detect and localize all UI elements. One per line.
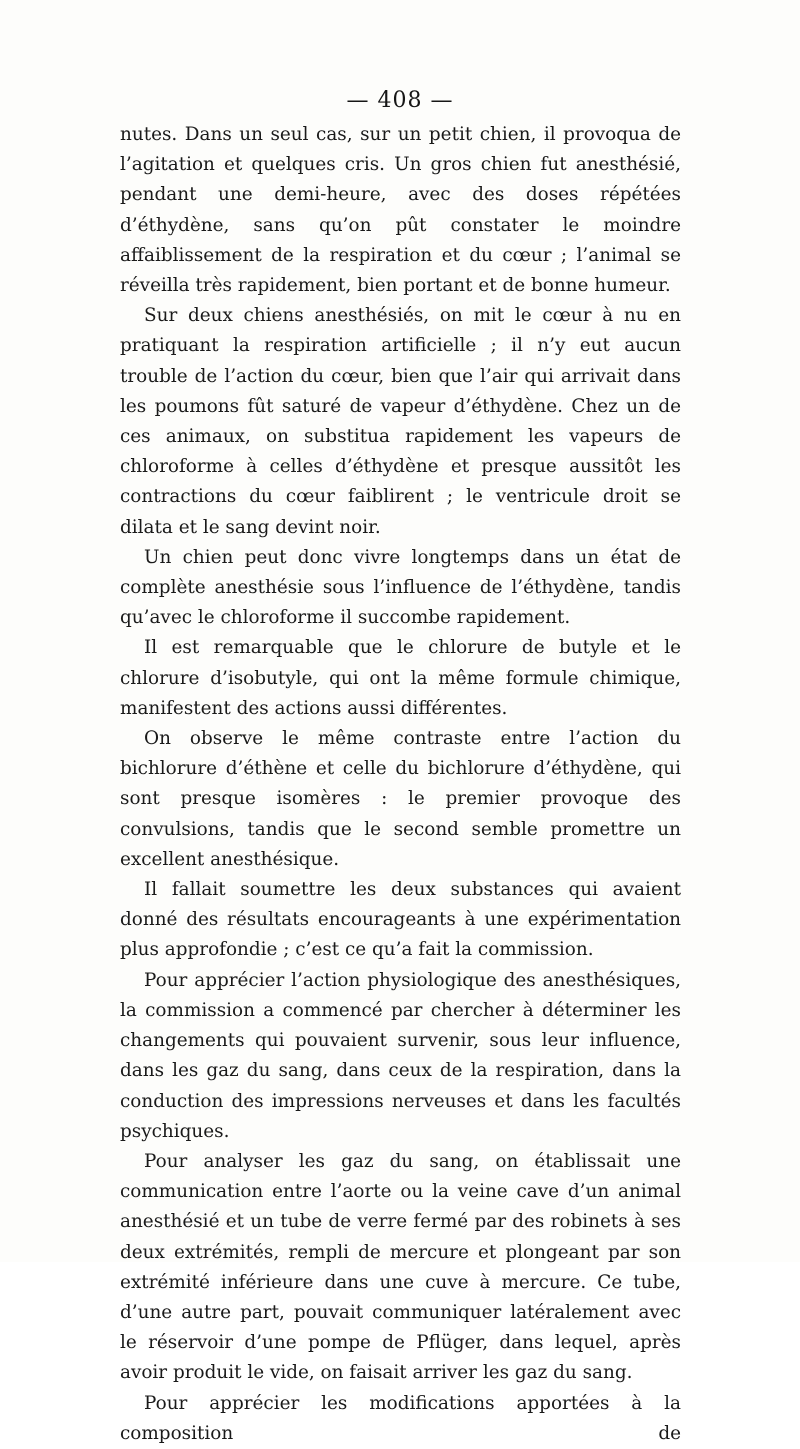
paragraph: nutes. Dans un seul cas, sur un petit chien, il provoqua de l’agitation et quelques cris. Un gros chien fut anesthésié, pendant une demi-heure, avec des doses répétées d’éthydène, sans qu’on pût constater le moindre affaiblissement de la respiration et du cœur ; l’animal se réveilla très rapidement, bien portant et de bonne humeur. (120, 124, 681, 297)
paragraph: On observe le même contraste entre l’action du bichlorure d’éthène et celle du bichlorure d’éthydène, qui sont presque isomères : le premier provoque des convulsions, tandis que le second semble promettre un excellent anesthésique. (120, 728, 681, 870)
paragraph: Pour apprécier les modifications apportées à la composition de (120, 1392, 681, 1444)
paragraph: Un chien peut donc vivre longtemps dans un état de complète anesthésie sous l’influence de l’éthydène, tandis qu’avec le chloroforme il succombe rapidement. (120, 546, 681, 629)
paragraph: Il est remarquable que le chlorure de butyle et le chlorure d’isobutyle, qui ont la même formule chimique, manifestent des actions aussi différentes. (120, 637, 681, 719)
paragraph: Il fallait soumettre les deux substances qui avaient donné des résultats encourageants à une expérimentation plus approfondie ; c’est ce qu’a fait la commission. (120, 879, 681, 961)
body-text (120, 120, 681, 1449)
paragraph: Sur deux chiens anesthésiés, on mit le cœur à nu en pratiquant la respiration artificielle ; il n’y eut aucun trouble de l’action du cœur, bien que l’air qui arrivait dans les poumons fût saturé de vapeur d’éthydène. Chez un de ces animaux, on substitua rapidement les vapeurs de chloroforme à celles d’éthydène et presque aussitôt les contractions du cœur faiblirent ; le ventricule droit se dilata et le sang devint noir. (120, 305, 681, 538)
paragraph: Pour apprécier l’action physiologique des anesthésiques, la commission a commencé par chercher à déterminer les changements qui pouvaient survenir, sous leur influence, dans les gaz du sang, dans ceux de la respiration, dans la conduction des impressions nerveuses et dans les facultés psychiques. (120, 969, 681, 1142)
paragraph: Pour analyser les gaz du sang, on établissait une communication entre l’aorte ou la veine cave d’un animal anesthésié et un tube de verre fermé par des robinets à ses deux extrémités, rempli de mercure et plongeant par son extrémité inférieure dans une cuve à mercure. Ce tube, d’une autre part, pouvait communiquer latéralement avec le réservoir d’une pompe de Pflüger, dans lequel, après avoir produit le vide, on faisait arriver les gaz du sang. (120, 1150, 681, 1384)
page-number: — 408 — (346, 88, 454, 113)
